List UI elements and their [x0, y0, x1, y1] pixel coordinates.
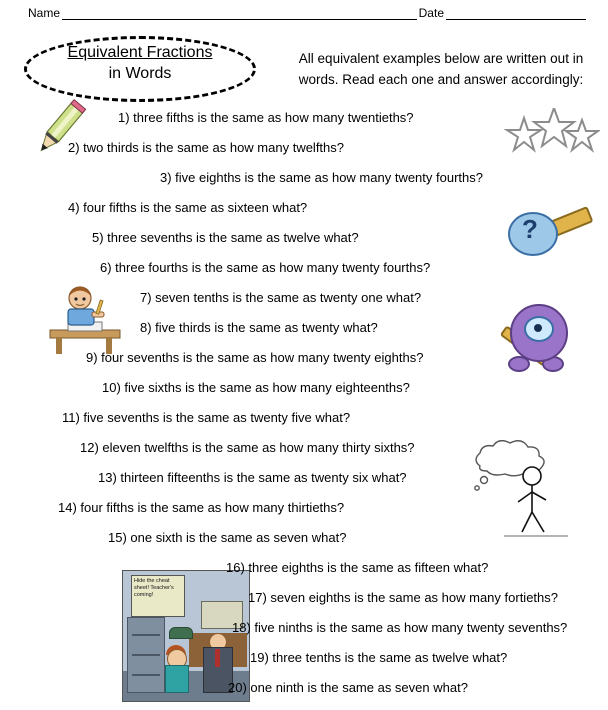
question-text: 19) three tenths is the same as twelve what?	[250, 650, 508, 665]
question-item	[0, 590, 608, 620]
page-title-line2: in Words	[108, 65, 172, 82]
question-item	[0, 230, 608, 260]
question-item	[0, 620, 608, 650]
question-text: 13) thirteen fifteenths is the same as twenty six what?	[98, 470, 407, 485]
question-text: 4) four fifths is the same as sixteen what?	[68, 200, 308, 215]
question-text: 14) four fifths is the same as how many thirtieths?	[58, 500, 345, 515]
worksheet-header	[28, 6, 588, 20]
question-text: 17) seven eighths is the same as how many fortieths?	[248, 590, 558, 605]
instructions-text: All equivalent examples below are written out in words. Read each one and answer accordingly:	[298, 51, 584, 87]
question-item	[0, 200, 608, 230]
question-text: 18) five ninths is the same as how many twenty sevenths?	[232, 620, 568, 635]
question-text: 6) three fourths is the same as how many twenty fourths?	[100, 260, 431, 275]
question-text: 2) two thirds is the same as how many twelfths?	[68, 140, 345, 155]
question-item	[0, 260, 608, 290]
question-text: 1) three fifths is the same as how many twentieths?	[118, 110, 414, 125]
question-list	[0, 110, 608, 710]
question-item	[0, 650, 608, 680]
question-item	[0, 350, 608, 380]
name-write-line[interactable]	[62, 6, 417, 20]
question-text: 9) four sevenths is the same as how many twenty eighths?	[86, 350, 424, 365]
question-item	[0, 140, 608, 170]
question-text: 7) seven tenths is the same as twenty one what?	[140, 290, 422, 305]
question-text: 3) five eighths is the same as how many twenty fourths?	[160, 170, 483, 185]
question-item	[0, 110, 608, 140]
cartoon-speech-bubble: Hide the cheat sheet! Teacher's coming!	[131, 575, 185, 617]
name-label: Name	[28, 6, 61, 20]
magnifying-glass-question-icon: ?	[504, 208, 590, 264]
question-text: 12) eleven twelfths is the same as how many thirty sixths?	[80, 440, 415, 455]
question-item	[0, 290, 608, 320]
date-label: Date	[418, 6, 444, 20]
question-text: 8) five thirds is the same as twenty what?	[140, 320, 378, 335]
question-item	[0, 410, 608, 440]
question-item	[0, 680, 608, 710]
question-text: 11) five sevenths is the same as twenty five what?	[62, 410, 351, 425]
page-title-line1: Equivalent Fractions	[67, 44, 213, 61]
question-item	[0, 170, 608, 200]
question-text: 5) three sevenths is the same as twelve what?	[92, 230, 359, 245]
question-item	[0, 530, 608, 560]
question-item	[0, 380, 608, 410]
question-item	[0, 320, 608, 350]
question-text: 15) one sixth is the same as seven what?	[108, 530, 347, 545]
question-item	[0, 500, 608, 530]
page-title	[28, 42, 252, 84]
question-text: 20) one ninth is the same as seven what?	[228, 680, 468, 695]
question-text: 16) three eighths is the same as fifteen what?	[226, 560, 489, 575]
question-item	[0, 560, 608, 590]
question-item	[0, 440, 608, 470]
date-write-line[interactable]	[446, 6, 586, 20]
question-item	[0, 470, 608, 500]
question-text: 10) five sixths is the same as how many eighteenths?	[102, 380, 410, 395]
